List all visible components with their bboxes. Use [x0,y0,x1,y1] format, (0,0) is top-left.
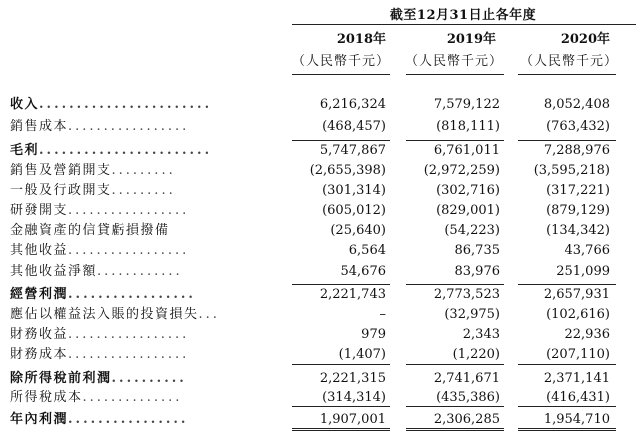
row-value-2020: (3,595,218) [533,163,610,178]
total-double-rule [406,428,504,431]
row-value-2018: 5,747,867 [319,143,386,158]
row-leader-dots: ................. [68,243,190,258]
row-value-2018: 1,907,001 [319,412,386,427]
subtotal-rule [518,284,616,285]
row-leader-dots: ............ [97,264,183,279]
row-label [10,202,300,220]
row-value-2019: (54,223) [444,223,500,238]
row-value-2019: 7,579,122 [433,97,500,112]
row-value-2018: 979 [361,327,386,342]
row-value-2020: 22,936 [564,327,610,342]
row-leader-dots: ................. [68,203,190,218]
row-value-2019: (435,386) [436,390,500,405]
statement-row [0,118,640,136]
statement-row [0,389,640,407]
row-label-text: 其他收益淨額 [10,264,98,279]
statement-row [0,263,640,281]
column-rule-2020 [518,74,616,75]
subtotal-rule [406,284,504,285]
row-label [10,286,300,304]
statement-row [0,242,640,260]
row-leader-dots: ................ [68,412,189,427]
row-label-text: 除所得稅前利潤 [10,371,112,386]
row-label [10,346,300,364]
subtotal-rule [406,364,504,365]
row-label [10,222,300,240]
subtotal-rule [406,140,504,141]
row-value-2019: (302,716) [436,183,500,198]
statement-row [0,286,640,304]
row-value-2020: 1,954,710 [543,412,610,427]
column-year-2020: 2020年 [560,32,610,47]
row-value-2020: 43,766 [564,243,610,258]
row-leader-dots: ....................... [39,97,213,112]
row-value-2020: (763,432) [546,119,610,134]
row-value-2019: (2,972,259) [423,163,500,178]
row-value-2018: (468,457) [322,119,386,134]
row-leader-dots: ......... [111,163,176,178]
subtotal-rule [518,364,616,365]
row-leader-dots: .............. [82,390,183,405]
row-value-2018: (314,314) [322,390,386,405]
row-value-2019: 2,343 [462,327,500,342]
subtotal-rule [518,406,616,407]
row-label [10,263,300,281]
statement-row [0,142,640,160]
total-double-rule [518,428,616,431]
row-label-text: 應佔以權益法入賬的投資損失 [10,307,199,322]
statement-row [0,346,640,364]
subtotal-rule [292,140,390,141]
row-label-text: 金融資產的信貸虧損撥備 [10,223,170,238]
row-value-2018: (25,640) [330,223,386,238]
row-value-2018: 2,221,315 [319,371,386,386]
statement-row [0,222,640,240]
row-leader-dots: ................. [68,327,190,342]
statement-row [0,96,640,114]
column-unit-2018: （人民幣千元） [291,54,390,69]
row-value-2020: (134,342) [546,223,610,238]
row-value-2020: (416,431) [546,390,610,405]
statement-row [0,306,640,324]
row-label-text: 毛利 [10,143,40,158]
row-label [10,370,300,388]
row-label-text: 銷售成本 [10,119,69,134]
column-unit-2020: （人民幣千元） [519,54,618,69]
row-label-text: 財務收益 [10,327,69,342]
statement-row [0,202,640,220]
row-value-2018: 6,216,324 [319,97,386,112]
subtotal-rule [292,364,390,365]
row-label [10,411,300,429]
subtotal-rule [292,406,390,407]
row-value-2020: 2,371,141 [543,371,610,386]
row-value-2019: (818,111) [436,119,500,134]
statement-row [0,182,640,200]
row-leader-dots: ... [198,307,220,322]
statement-row [0,370,640,388]
row-label-text: 一般及行政開支 [10,183,112,198]
row-value-2019: (32,975) [444,307,500,322]
row-value-2020: (317,221) [546,183,610,198]
row-value-2019: 83,976 [454,264,500,279]
row-label-text: 研發開支 [10,203,69,218]
row-label [10,389,300,407]
row-value-2018: 2,221,743 [319,287,386,302]
column-year-2018: 2018年 [336,32,386,47]
period-header-rule [292,24,636,25]
column-unit-2019: （人民幣千元） [404,54,503,69]
row-value-2018: 54,676 [340,264,386,279]
row-value-2020: (102,616) [546,307,610,322]
total-double-rule [292,428,390,431]
row-value-2019: (829,001) [436,203,500,218]
row-value-2019: 86,735 [454,243,500,258]
row-label-text: 收入 [10,97,40,112]
row-label [10,162,300,180]
subtotal-rule [292,284,390,285]
row-value-2018: – [379,307,386,322]
row-leader-dots: ....................... [39,143,213,158]
row-value-2018: 6,564 [348,243,386,258]
row-value-2020: (879,129) [546,203,610,218]
row-leader-dots: ................. [68,119,190,134]
row-label [10,242,300,260]
row-value-2018: (1,407) [338,347,386,362]
row-label [10,326,300,344]
row-value-2020: 251,099 [556,264,610,279]
row-value-2020: (207,110) [546,347,610,362]
row-label [10,182,300,200]
statement-row [0,162,640,180]
row-label-text: 銷售及營銷開支 [10,163,112,178]
column-rule-2018 [292,74,390,75]
row-value-2019: 2,741,671 [433,371,500,386]
row-label [10,306,300,324]
row-value-2020: 7,288,976 [543,143,610,158]
row-value-2020: 2,657,931 [543,287,610,302]
row-label-text: 其他收益 [10,243,69,258]
row-label [10,96,300,114]
row-value-2019: 6,761,011 [433,143,500,158]
column-year-2019: 2019年 [446,32,496,47]
row-value-2018: (605,012) [322,203,386,218]
row-leader-dots: .......... [111,371,187,386]
period-header: 截至12月31日止各年度 [389,8,537,23]
row-label-text: 經營利潤 [10,287,69,302]
column-rule-2019 [406,74,504,75]
row-value-2019: 2,306,285 [433,412,500,427]
row-label-text: 財務成本 [10,347,69,362]
row-value-2019: (1,220) [452,347,500,362]
row-leader-dots: ................. [68,287,196,302]
row-value-2019: 2,773,523 [433,287,500,302]
row-leader-dots: ................. [68,347,190,362]
row-leader-dots: ......... [111,183,176,198]
row-label [10,118,300,136]
statement-row [0,326,640,344]
row-label-text: 所得稅成本 [10,390,83,405]
row-value-2018: (2,655,398) [309,163,386,178]
row-value-2018: (301,314) [322,183,386,198]
statement-row [0,411,640,429]
row-label-text: 年內利潤 [10,412,69,427]
subtotal-rule [518,140,616,141]
row-label [10,142,300,160]
subtotal-rule [406,406,504,407]
row-value-2020: 8,052,408 [543,97,610,112]
